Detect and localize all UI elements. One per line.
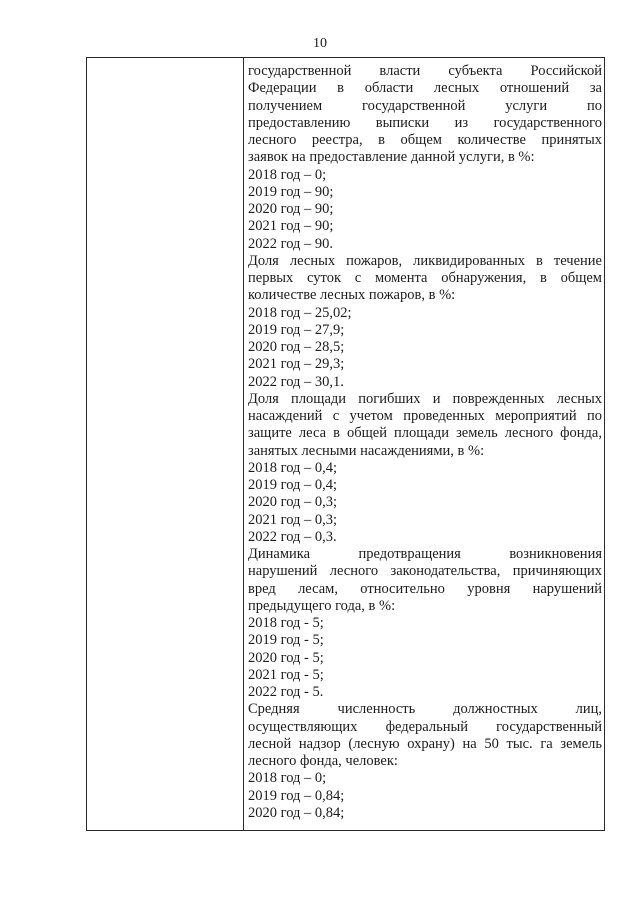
text-line: лесной надзор (лесную охрану) на 50 тыс. га земель bbox=[248, 735, 602, 752]
text-line: получением государственной услуги по bbox=[248, 97, 602, 114]
text-line: Доля площади погибших и поврежденных лесных bbox=[248, 390, 602, 407]
text-line: первых суток с момента обнаружения, в общем bbox=[248, 270, 602, 286]
text-line: 2019 год – 90; bbox=[248, 183, 334, 200]
text-line: 2018 год – 0; bbox=[248, 770, 327, 787]
text-line: 2020 год - 5; bbox=[248, 649, 324, 666]
text-line: Доля лесных пожаров, ликвидированных в течение bbox=[248, 252, 602, 269]
text-line: 2021 год – 29,3; bbox=[248, 356, 345, 373]
table-right-column bbox=[248, 63, 602, 822]
text-line: 2022 год – 90. bbox=[248, 235, 334, 252]
table-left-column bbox=[87, 58, 244, 830]
text-line: защите леса в общей площади земель лесного фонда, bbox=[248, 425, 602, 442]
text-line: 2019 год – 27,9; bbox=[248, 321, 345, 338]
text-line: 2020 год – 90; bbox=[248, 201, 334, 217]
text-line: 2021 год – 90; bbox=[248, 218, 334, 235]
text-line: лесного реестра, в общем количестве принятых bbox=[248, 132, 602, 148]
text-line: 2018 год – 25,02; bbox=[248, 304, 352, 321]
text-line: предоставлению выписки из государственного bbox=[248, 114, 602, 131]
text-line: 2020 год – 28,5; bbox=[248, 339, 345, 355]
text-line: 2021 год – 0,3; bbox=[248, 511, 338, 528]
text-line: предыдущего года, в %: bbox=[248, 597, 396, 614]
text-line: 2018 год – 0,4; bbox=[248, 459, 338, 476]
text-line: государственной власти субъекта Российской bbox=[248, 63, 602, 79]
text-line: заявок на предоставление данной услуги, в %: bbox=[248, 149, 535, 166]
page-number: 10 bbox=[313, 36, 327, 51]
text-line: 2018 год - 5; bbox=[248, 615, 324, 631]
text-line: 2020 год – 0,3; bbox=[248, 494, 338, 511]
text-line: 2020 год – 0,84; bbox=[248, 804, 345, 821]
text-line: 2022 год – 30,1. bbox=[248, 373, 344, 390]
text-line: 2018 год – 0; bbox=[248, 166, 327, 183]
text-line: 2019 год – 0,4; bbox=[248, 477, 338, 493]
text-line: Федерации в области лесных отношений за bbox=[248, 80, 602, 97]
text-line: нарушений лесного законодательства, причиняющих bbox=[248, 563, 602, 580]
text-line: 2022 год - 5. bbox=[248, 684, 324, 700]
text-line: вред лесам, относительно уровня нарушений bbox=[248, 580, 602, 597]
text-line: Средняя численность должностных лиц, bbox=[248, 701, 602, 718]
text-line: 2019 год - 5; bbox=[248, 632, 324, 649]
text-line: занятых лесными насаждениями, в %: bbox=[248, 442, 485, 459]
text-line: 2021 год - 5; bbox=[248, 666, 324, 683]
text-line: лесного фонда, человек: bbox=[248, 753, 398, 769]
text-line: количестве лесных пожаров, в %: bbox=[248, 287, 456, 304]
text-line: 2019 год – 0,84; bbox=[248, 787, 345, 804]
text-line: 2022 год – 0,3. bbox=[248, 528, 337, 545]
text-line: Динамика предотвращения возникновения bbox=[248, 546, 602, 562]
document-table bbox=[86, 57, 605, 831]
text-line: насаждений с учетом проведенных мероприятий по bbox=[248, 408, 602, 424]
text-line: осуществляющих федеральный государственный bbox=[248, 718, 602, 735]
